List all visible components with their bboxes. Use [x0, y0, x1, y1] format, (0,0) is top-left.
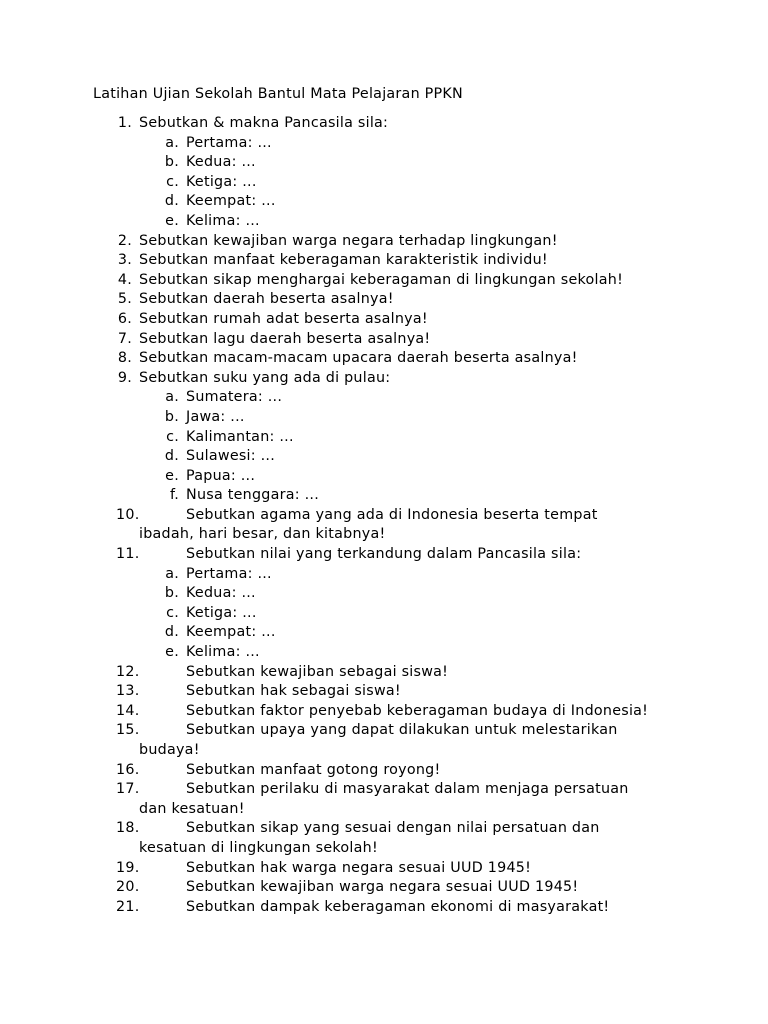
sub-item: [0, 604, 768, 624]
question-item: [0, 251, 768, 271]
question-list: [0, 114, 768, 917]
question-number: 10.: [116, 506, 140, 523]
sub-item: [0, 584, 768, 604]
sub-item: [0, 153, 768, 173]
sub-item: [0, 388, 768, 408]
sub-item: [0, 212, 768, 232]
question-text: Sebutkan rumah adat beserta asalnya!: [139, 310, 428, 327]
question-text: budaya!: [139, 742, 200, 758]
question-item: [0, 663, 768, 683]
question-text: Sebutkan sikap menghargai keberagaman di lingkungan sekolah!: [139, 271, 624, 288]
question-text: Sebutkan nilai yang terkandung dalam Pancasila sila:: [186, 546, 582, 563]
question-number: 13.: [116, 683, 140, 700]
question-number: 16.: [116, 761, 140, 778]
question-item: [0, 721, 768, 741]
question-item: [0, 682, 768, 702]
question-number: 2.: [117, 232, 132, 249]
sub-item: [0, 467, 768, 487]
sub-item-letter: e.: [165, 212, 179, 229]
sub-item: [0, 428, 768, 448]
question-number: 20.: [116, 879, 140, 896]
question-continuation: [0, 800, 768, 820]
question-item: [0, 114, 768, 134]
question-text: Sebutkan hak warga negara sesuai UUD 1945!: [186, 859, 532, 876]
question-text: Sebutkan upaya yang dapat dilakukan untuk melestarikan: [186, 722, 618, 739]
question-item: [0, 761, 768, 781]
sub-item-letter: e.: [165, 467, 179, 484]
question-number: 17.: [116, 781, 140, 798]
question-number: 5.: [117, 291, 132, 308]
question-item: [0, 290, 768, 310]
sub-item-text: Ketiga: ...: [186, 173, 257, 190]
question-number: 3.: [117, 252, 132, 269]
question-text: Sebutkan manfaat keberagaman karakteristik individu!: [139, 252, 548, 269]
question-text: Sebutkan faktor penyebab keberagaman budaya di Indonesia!: [186, 702, 649, 719]
sub-item-letter: a.: [165, 134, 179, 151]
question-text: kesatuan di lingkungan sekolah!: [139, 839, 378, 856]
sub-item-letter: a.: [165, 389, 179, 406]
sub-item-text: Papua: ...: [186, 467, 256, 484]
question-number: 1.: [117, 115, 132, 131]
sub-item-text: Pertama: ...: [186, 565, 272, 582]
question-item: [0, 232, 768, 252]
sub-item-letter: d.: [164, 448, 179, 465]
sub-item-text: Sulawesi: ...: [186, 448, 276, 465]
question-text: Sebutkan dampak keberagaman ekonomi di masyarakat!: [186, 898, 610, 915]
sub-item-letter: b.: [164, 408, 179, 425]
question-number: 15.: [116, 722, 140, 739]
question-text: Sebutkan kewajiban warga negara terhadap lingkungan!: [139, 232, 558, 249]
question-item: [0, 369, 768, 389]
question-number: 18.: [116, 820, 140, 837]
question-number: 6.: [117, 310, 132, 327]
sub-item-letter: d.: [164, 193, 179, 210]
sub-item-text: Kelima: ...: [186, 212, 260, 229]
question-continuation: [0, 525, 768, 545]
sub-item: [0, 173, 768, 193]
question-item: [0, 878, 768, 898]
question-number: 19.: [116, 859, 140, 876]
sub-item: [0, 643, 768, 663]
question-text: Sebutkan kewajiban sebagai siswa!: [186, 663, 449, 680]
sub-item-text: Sumatera: ...: [186, 389, 283, 406]
sub-item-text: Kedua: ...: [186, 154, 256, 171]
sub-item: [0, 623, 768, 643]
sub-item: [0, 486, 768, 506]
sub-item-text: Kelima: ...: [186, 644, 260, 661]
question-number: 21.: [116, 898, 140, 915]
question-text: Sebutkan lagu daerah beserta asalnya!: [139, 330, 431, 347]
sub-item: [0, 408, 768, 428]
question-item: [0, 819, 768, 839]
question-item: [0, 506, 768, 526]
question-text: Sebutkan sikap yang sesuai dengan nilai persatuan dan: [186, 820, 600, 837]
question-item: [0, 545, 768, 565]
sub-item-text: Keempat: ...: [186, 624, 276, 641]
sub-item: [0, 134, 768, 154]
sub-item-letter: b.: [164, 154, 179, 171]
question-number: 7.: [117, 330, 132, 347]
question-text: Sebutkan suku yang ada di pulau:: [139, 369, 391, 386]
sub-item-letter: c.: [166, 173, 179, 190]
question-text: Sebutkan agama yang ada di Indonesia beserta tempat: [186, 506, 598, 523]
question-text: Sebutkan kewajiban warga negara sesuai UUD 1945!: [186, 879, 579, 896]
question-number: 14.: [116, 702, 140, 719]
sub-item-letter: b.: [164, 585, 179, 602]
sub-item-text: Pertama: ...: [186, 134, 272, 151]
question-number: 4.: [117, 271, 132, 288]
sub-item-text: Jawa: ...: [186, 408, 245, 425]
sub-item: [0, 565, 768, 585]
question-item: [0, 780, 768, 800]
question-continuation: [0, 839, 768, 859]
sub-item-letter: f.: [169, 487, 179, 504]
question-item: [0, 859, 768, 879]
question-item: [0, 310, 768, 330]
sub-item-text: Kedua: ...: [186, 585, 256, 602]
question-text: ibadah, hari besar, dan kitabnya!: [139, 526, 386, 543]
question-item: [0, 330, 768, 350]
question-continuation: [0, 741, 768, 761]
sub-item-text: Keempat: ...: [186, 193, 276, 210]
sub-item-text: Nusa tenggara: ...: [186, 487, 320, 504]
question-item: [0, 349, 768, 369]
question-text: Sebutkan daerah beserta asalnya!: [139, 291, 394, 308]
question-text: Sebutkan & makna Pancasila sila:: [139, 115, 389, 131]
question-number: 9.: [117, 369, 132, 386]
question-number: 8.: [117, 350, 132, 367]
question-text: Sebutkan perilaku di masyarakat dalam menjaga persatuan: [186, 781, 629, 798]
sub-item-text: Ketiga: ...: [186, 604, 257, 621]
question-item: [0, 898, 768, 918]
sub-item: [0, 447, 768, 467]
sub-item-letter: c.: [166, 604, 179, 621]
sub-item-letter: e.: [165, 644, 179, 661]
question-text: dan kesatuan!: [139, 800, 245, 817]
question-text: Sebutkan manfaat gotong royong!: [186, 761, 441, 778]
sub-item-text: Kalimantan: ...: [186, 428, 294, 445]
question-number: 12.: [116, 663, 140, 680]
question-number: 11.: [116, 546, 140, 563]
sub-item-letter: a.: [165, 565, 179, 582]
question-item: [0, 271, 768, 291]
sub-item: [0, 192, 768, 212]
document-title: Latihan Ujian Sekolah Bantul Mata Pelajaran PPKN: [93, 86, 463, 102]
question-item: [0, 702, 768, 722]
sub-item-letter: d.: [164, 624, 179, 641]
sub-item-letter: c.: [166, 428, 179, 445]
question-text: Sebutkan macam-macam upacara daerah beserta asalnya!: [139, 350, 578, 367]
question-text: Sebutkan hak sebagai siswa!: [186, 683, 401, 700]
